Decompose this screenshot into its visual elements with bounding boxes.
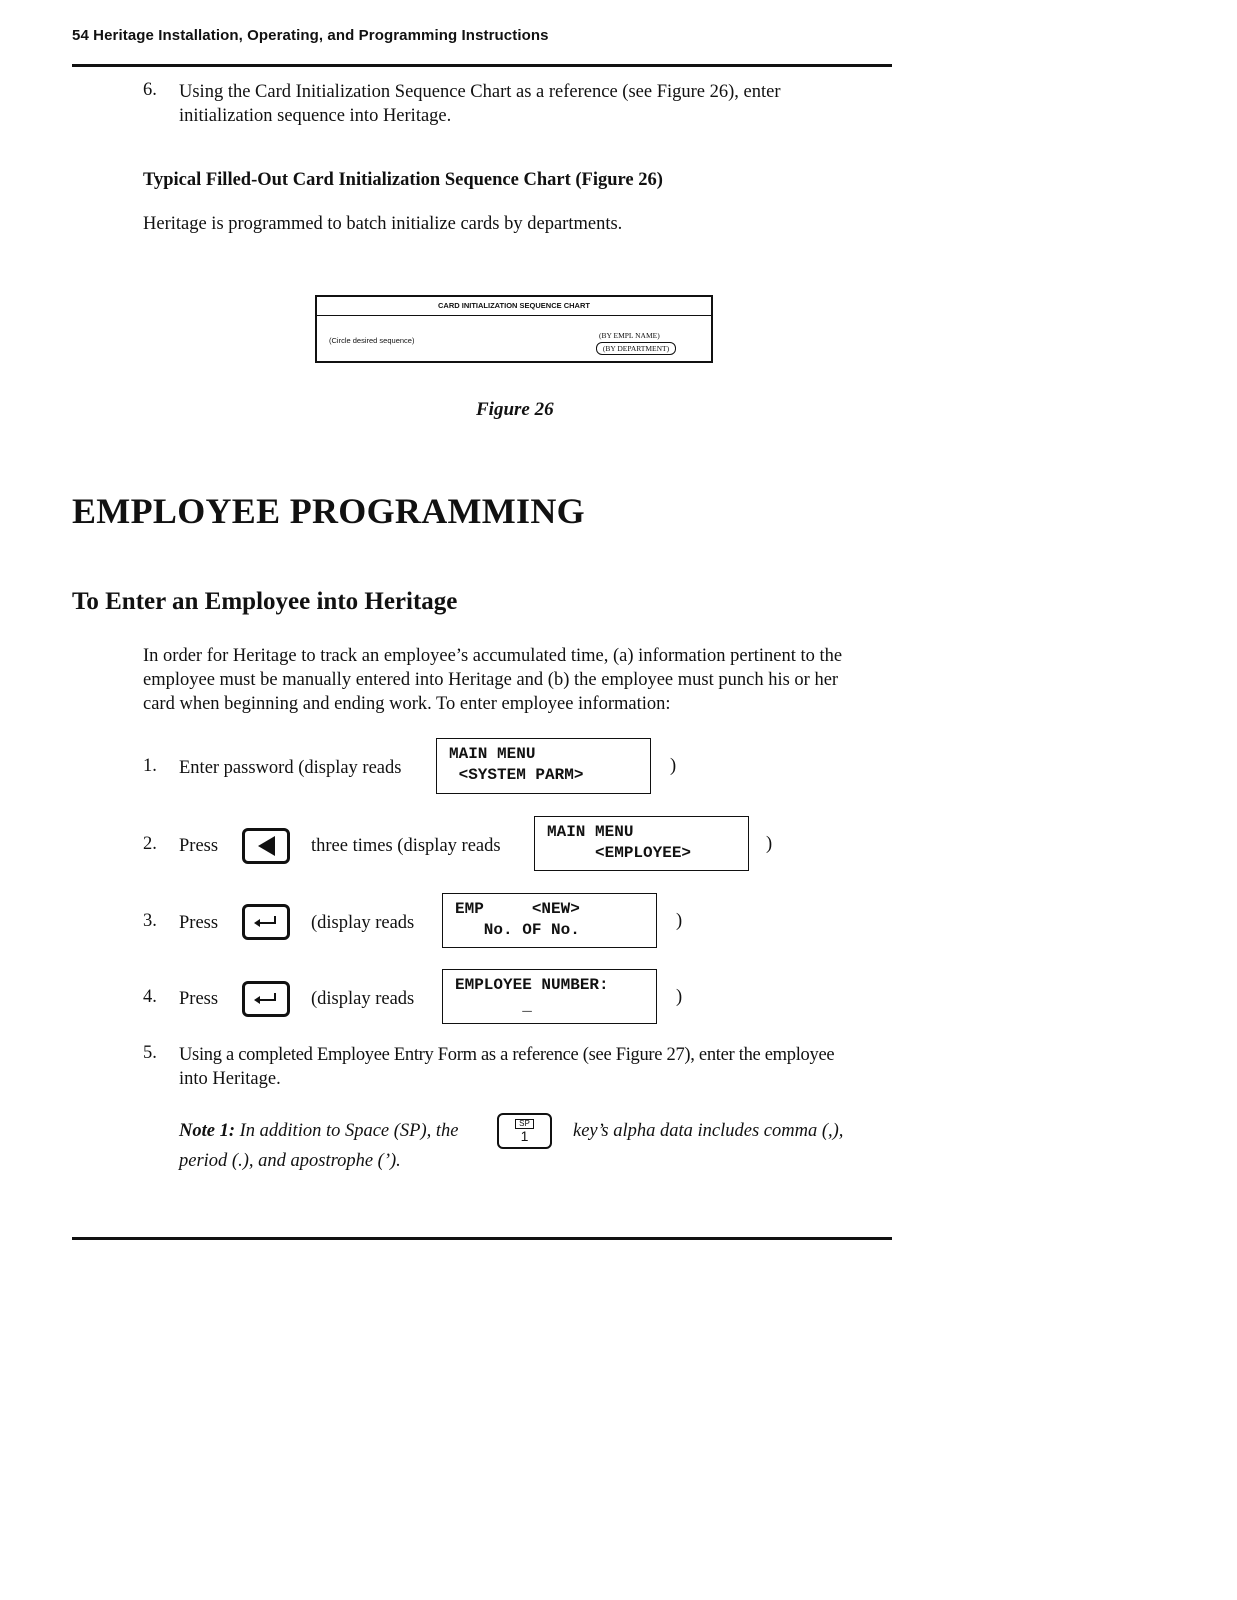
- figure-caption: Figure 26: [476, 399, 554, 420]
- step-1-close-paren: ): [670, 756, 677, 776]
- step-3-press: Press: [179, 913, 219, 933]
- chart-title: CARD INITIALIZATION SEQUENCE CHART: [317, 297, 711, 316]
- display-employee-number: EMPLOYEE NUMBER: _: [442, 969, 657, 1024]
- step-6-line-1: Using the Card Initialization Sequence Chart as a reference (see Figure 26), enter: [179, 82, 781, 102]
- step-6-line-2: initialization sequence into Heritage.: [179, 106, 452, 126]
- step-4-number: 4.: [143, 987, 157, 1007]
- step-2-text: three times (display reads: [311, 836, 501, 856]
- step-1-text: Enter password (display reads: [179, 758, 402, 778]
- step-3-close-paren: ): [676, 911, 683, 931]
- sp-1-key-icon: SP 1: [497, 1113, 552, 1149]
- step-4-press: Press: [179, 989, 219, 1009]
- left-arrow-key-icon: [242, 828, 290, 864]
- paragraph-line-3: card when beginning and ending work. To enter employee information:: [143, 694, 671, 714]
- section-heading: EMPLOYEE PROGRAMMING: [72, 491, 585, 531]
- paragraph-line-2: employee must be manually entered into Heritage and (b) the employee must punch his or her: [143, 670, 839, 690]
- note-line-1: Note 1: In addition to Space (SP), the: [179, 1121, 459, 1141]
- running-head: 54 Heritage Installation, Operating, and Programming Instructions: [72, 27, 549, 44]
- enter-key-icon: [242, 981, 290, 1017]
- chart-note: (Circle desired sequence): [329, 336, 415, 345]
- display-main-menu-system-parm: MAIN MENU <SYSTEM PARM>: [436, 738, 651, 794]
- figure-subhead: Typical Filled-Out Card Initialization Sequence Chart (Figure 26): [143, 170, 663, 190]
- step-3-number: 3.: [143, 911, 157, 931]
- intro-text: Heritage is programmed to batch initialize cards by departments.: [143, 214, 623, 234]
- chart-option-by-name: (BY EMPL NAME): [599, 331, 660, 340]
- display-main-menu-employee: MAIN MENU <EMPLOYEE>: [534, 816, 749, 871]
- step-1-number: 1.: [143, 756, 157, 776]
- enter-key-icon: [242, 904, 290, 940]
- step-3-text: (display reads: [311, 913, 415, 933]
- step-6-number: 6.: [143, 80, 157, 100]
- card-initialization-chart: [315, 295, 713, 363]
- paragraph-line-1: In order for Heritage to track an employee’s accumulated time, (a) information pertinent to the: [143, 646, 843, 666]
- step-2-number: 2.: [143, 834, 157, 854]
- subsection-heading: To Enter an Employee into Heritage: [72, 588, 458, 615]
- display-emp-new: EMP <NEW> No. OF No.: [442, 893, 657, 948]
- step-5-line-2: into Heritage.: [179, 1069, 281, 1089]
- chart-option-by-department-circled: (BY DEPARTMENT): [596, 342, 676, 355]
- step-5-number: 5.: [143, 1043, 157, 1063]
- step-4-close-paren: ): [676, 987, 683, 1007]
- step-4-text: (display reads: [311, 989, 415, 1009]
- step-2-close-paren: ): [766, 834, 773, 854]
- step-5-line-1: Using a completed Employee Entry Form as a reference (see Figure 27), enter the employee: [179, 1045, 835, 1065]
- top-rule: [72, 64, 892, 67]
- note-line-1-end: key’s alpha data includes comma (,),: [573, 1121, 844, 1141]
- step-2-press: Press: [179, 836, 219, 856]
- bottom-rule: [72, 1237, 892, 1240]
- note-line-2: period (.), and apostrophe (’).: [179, 1151, 401, 1171]
